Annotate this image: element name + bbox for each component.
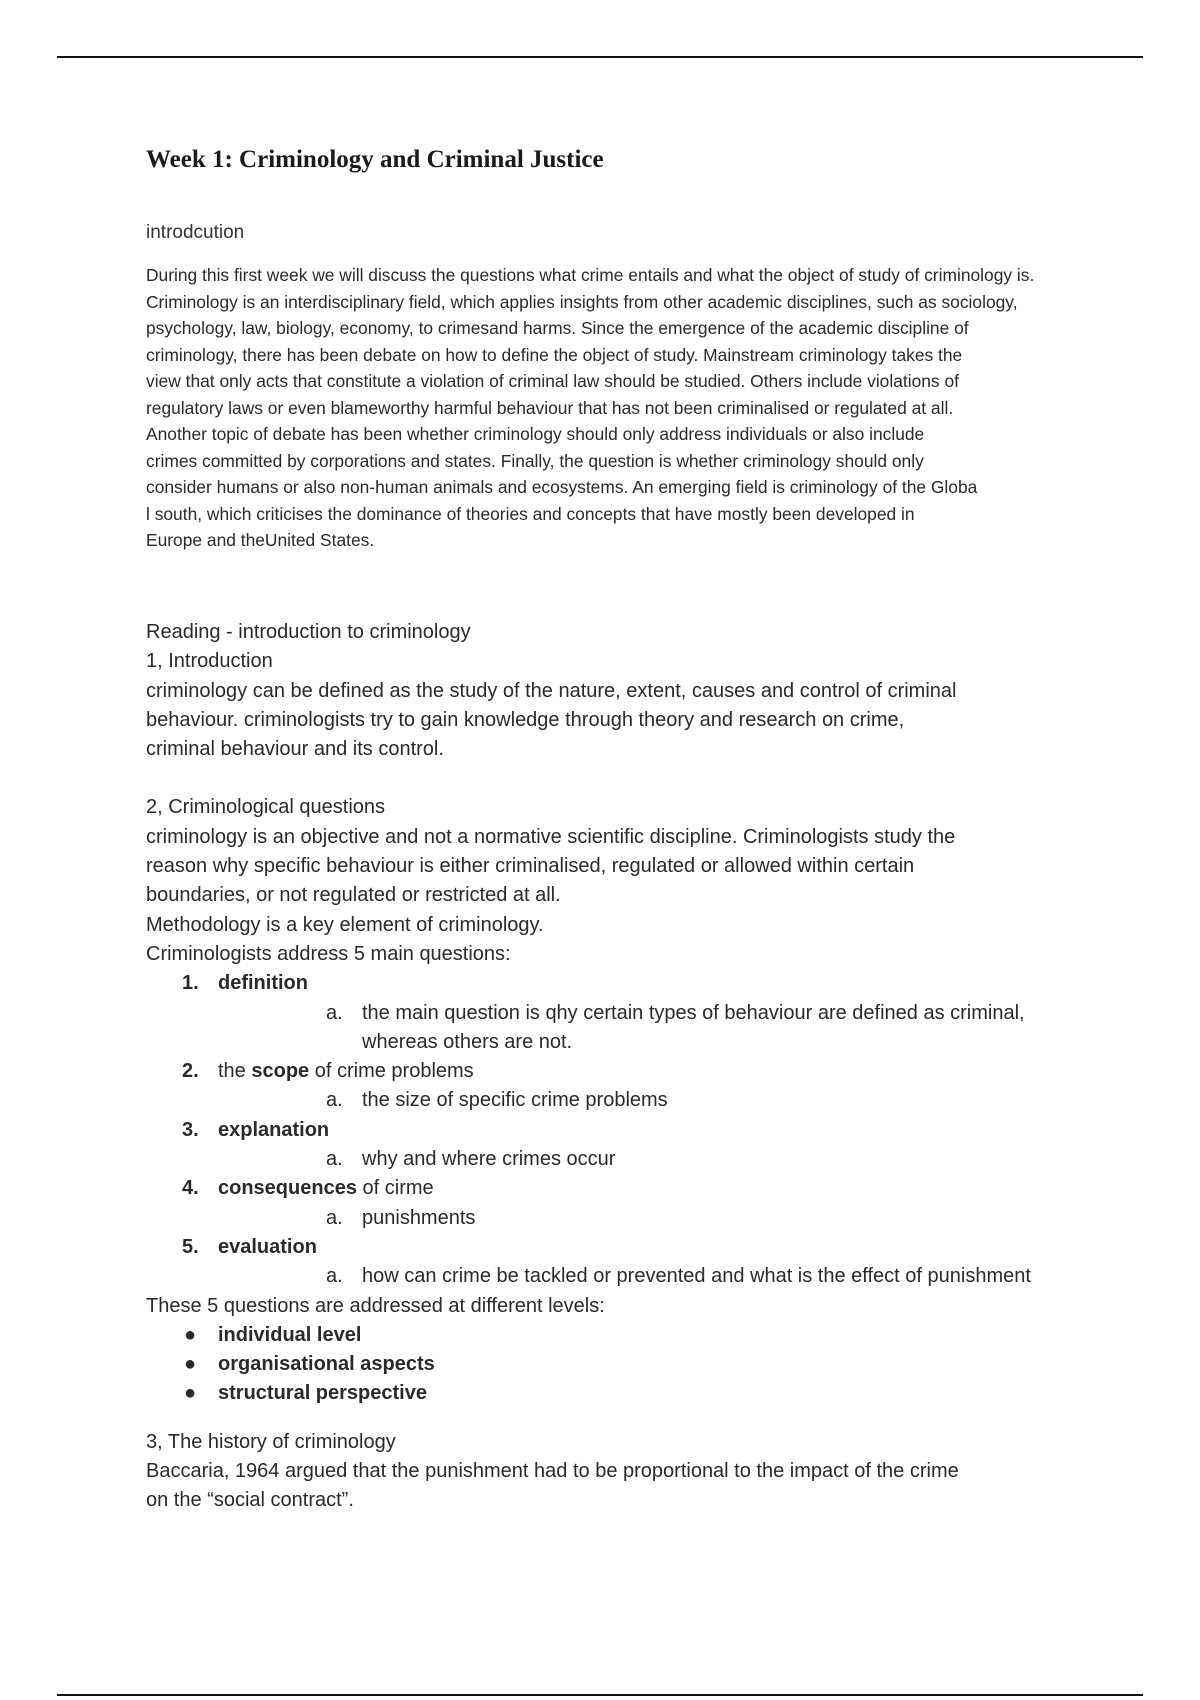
sub-letter: a. [326,1265,343,1288]
section-line: criminal behaviour and its control. [146,738,444,761]
question-keyword: definition [218,972,308,995]
list-item [146,1350,1146,1379]
sub-item-text: how can crime be tackled or prevented and what is the effect of punishment [362,1265,1031,1288]
reading-title: Reading - introduction to criminology [146,621,471,643]
intro-paragraph [146,262,1186,554]
list-number: 3. [182,1118,199,1141]
intro-line: Europe and theUnited States. [146,530,375,550]
section-line: Criminologists address 5 main questions: [146,942,511,965]
list-number: 2. [182,1060,199,1083]
sub-letter: a. [326,1089,343,1112]
section-heading: 3, The history of criminology [146,1430,396,1453]
list-number: 1. [182,972,199,995]
intro-line: criminology, there has been debate on how to define the object of study. Mainstream criminology takes the [146,344,963,365]
level-text: structural perspective [218,1382,427,1405]
section-line: Baccaria, 1964 argued that the punishment had to be proportional to the impact of the crime [146,1460,959,1483]
sub-letter: a. [326,1148,343,1171]
intro-line: consider humans or also non-human animals and ecosystems. An emerging field is criminology of the Globa [146,477,978,497]
list-item [146,1379,1146,1408]
page-title: Week 1: Criminology and Criminal Justice [146,146,604,173]
question-keyword: explanation [218,1118,330,1141]
section-heading: 1, Introduction [146,650,273,673]
sub-item-text: whereas others are not. [362,1030,573,1053]
section-line: Methodology is a key element of criminology. [146,913,544,936]
section-line: reason why specific behaviour is either criminalised, regulated or allowed within certain [146,855,915,878]
list-item [146,1321,1146,1350]
intro-line: Another topic of debate has been whether criminology should only address individuals or also include [146,424,925,444]
levels-list [146,1321,1146,1409]
sub-item-text: punishments [362,1206,476,1229]
section-line: criminology can be defined as the study of the nature, extent, causes and control of criminal [146,679,957,702]
sub-item-text: the size of specific crime problems [362,1089,668,1112]
list-item [146,1116,1146,1175]
bottom-divider [57,1694,1143,1696]
bullet-icon: ● [184,1353,197,1376]
list-number: 5. [182,1235,199,1258]
question-text: of cirme [356,1177,434,1200]
question-keyword: scope [251,1060,310,1083]
reading-notes [146,618,1146,1516]
section-line: criminology is an objective and not a normative scientific discipline. Criminologists study the [146,825,956,848]
top-divider [57,56,1143,58]
section-heading: 2, Criminological questions [146,796,386,819]
question-keyword: consequences [218,1177,357,1200]
intro-heading: introdcution [146,222,245,243]
level-text: individual level [218,1323,362,1346]
list-item [146,969,1146,1057]
list-number: 4. [182,1177,199,1200]
intro-line: view that only acts that constitute a violation of criminal law should be studied. Others include violations of [146,371,959,391]
sub-item-text: why and where crimes occur [362,1148,616,1171]
question-text: of crime problems [309,1060,474,1083]
section-line: behaviour. criminologists try to gain knowledge through theory and research on crime, [146,708,905,731]
level-text: organisational aspects [218,1353,435,1376]
section-line: boundaries, or not regulated or restricted at all. [146,884,561,907]
intro-line: During this first week we will discuss the questions what crime entails and what the object of study of criminology is. [146,265,1035,285]
sub-letter: a. [326,1001,343,1024]
intro-line: crimes committed by corporations and states. Finally, the question is whether criminology should only [146,450,924,471]
questions-list [146,969,1146,1291]
sub-letter: a. [326,1206,343,1229]
section-line: on the “social contract”. [146,1489,354,1512]
intro-line: Criminology is an interdisciplinary field, which applies insights from other academic disciplines, such as sociology, [146,291,1018,312]
question-text: the [218,1060,252,1083]
list-item [146,1174,1146,1233]
intro-line: l south, which criticises the dominance of theories and concepts that have mostly been developed in [146,503,915,524]
levels-intro: These 5 questions are addressed at different levels: [146,1294,605,1317]
intro-line: psychology, law, biology, economy, to crimesand harms. Since the emergence of the academic discipline of [146,318,969,338]
bullet-icon: ● [184,1382,197,1405]
list-item [146,1233,1146,1292]
bullet-icon: ● [184,1323,197,1346]
question-keyword: evaluation [218,1235,317,1258]
sub-item-text: the main question is qhy certain types of behaviour are defined as criminal, [362,1001,1025,1024]
intro-line: regulatory laws or even blameworthy harmful behaviour that has not been criminalised or regulated at all. [146,397,954,418]
list-item [146,1057,1146,1116]
